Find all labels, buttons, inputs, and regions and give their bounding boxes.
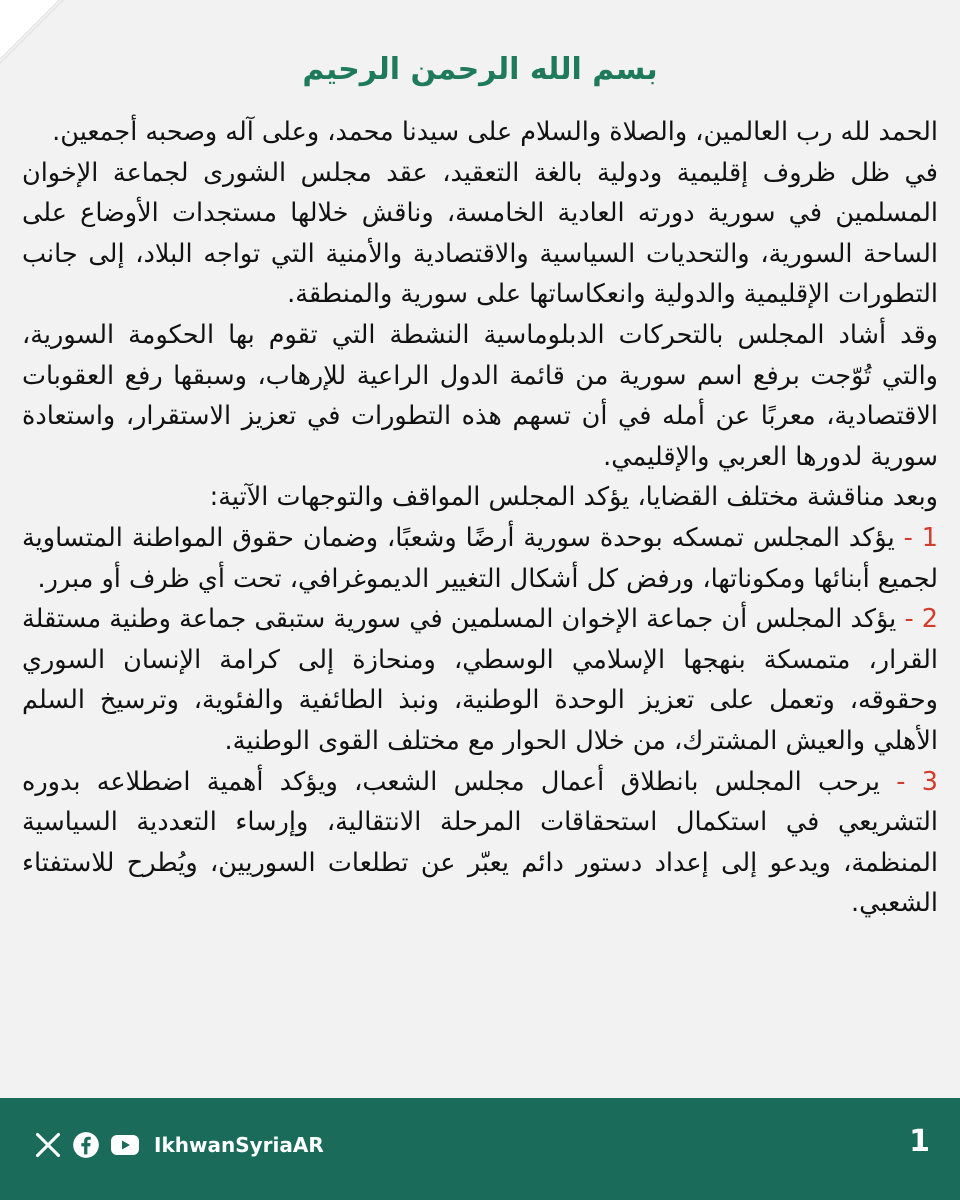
social-handle[interactable]: IkhwanSyriaAR (154, 1133, 324, 1157)
point-text: يؤكد المجلس أن جماعة الإخوان المسلمين في سورية ستبقى جماعة وطنية مستقلة القرار، متمسكة بنهجها الإسلامي الوسطي، ومنحازة إلى كرامة الإنسان السوري وحقوقه، وتعمل على تعزيز الوحدة الوطنية، ونبذ الطائفية والفئوية، وترسيخ السلم الأهلي والعيش المشترك، من خلال الحوار مع مختلف القوى الوطنية. (22, 604, 938, 756)
youtube-icon[interactable] (110, 1133, 140, 1157)
x-icon[interactable] (34, 1131, 62, 1159)
document-body (22, 112, 938, 924)
point-number: 1 - (903, 522, 938, 553)
social-links (34, 1130, 324, 1160)
page-title: بسم الله الرحمن الرحيم (302, 52, 658, 87)
intro-paragraph: في ظل ظروف إقليمية ودولية بالغة التعقيد، عقد مجلس الشورى لجماعة الإخوان المسلمين في سورية دورته العادية الخامسة، وناقش خلالها مستجدات الأوضاع على الساحة السورية، والتحديات السياسية والاقتصادية والأمنية التي تواجه البلاد، إلى جانب التطورات الإقليمية والدولية وانعكاساتها على سورية والمنطقة. (22, 157, 938, 310)
intro-paragraph: الحمد لله رب العالمين، والصلاة والسلام على سيدنا محمد، وعلى آله وصحبه أجمعين. (52, 117, 938, 147)
point-item (22, 518, 938, 599)
point-text: يؤكد المجلس تمسكه بوحدة سورية أرضًا وشعبًا، وضمان حقوق المواطنة المتساوية لجميع أبنائها ومكوناتها، ورفض كل أشكال التغيير الديموغرافي، تحت أي ظرف أو مبرر. (22, 522, 938, 594)
intro-paragraph: وقد أشاد المجلس بالتحركات الدبلوماسية النشطة التي تقوم بها الحكومة السورية، والتي تُوّجت برفع اسم سورية من قائمة الدول الراعية للإرهاب، وسبقها رفع العقوبات الاقتصادية، معربًا عن أمله في أن تسهم هذه التطورات في تعزيز الاستقرار، واستعادة سورية لدورها العربي والإقليمي. (22, 319, 938, 472)
footer-bar (0, 1098, 960, 1200)
point-text: يرحب المجلس بانطلاق أعمال مجلس الشعب، ويؤكد أهمية اضطلاعه بدوره التشريعي في استكمال استحقاقات المرحلة الانتقالية، وإرساء التعددية السياسية المنظمة، ويدعو إلى إعداد دستور دائم يعبّر عن تطلعات السوريين، ويُطرح للاستفتاء الشعبي. (22, 766, 938, 919)
point-number: 3 - (896, 766, 939, 797)
facebook-icon[interactable] (72, 1131, 100, 1159)
page-curl (0, 0, 60, 60)
page-number: 1 (909, 1124, 930, 1159)
point-item (22, 762, 938, 924)
point-item (22, 599, 938, 761)
point-number: 2 - (904, 604, 939, 635)
intro-paragraph: وبعد مناقشة مختلف القضايا، يؤكد المجلس المواقف والتوجهات الآتية: (209, 482, 938, 513)
